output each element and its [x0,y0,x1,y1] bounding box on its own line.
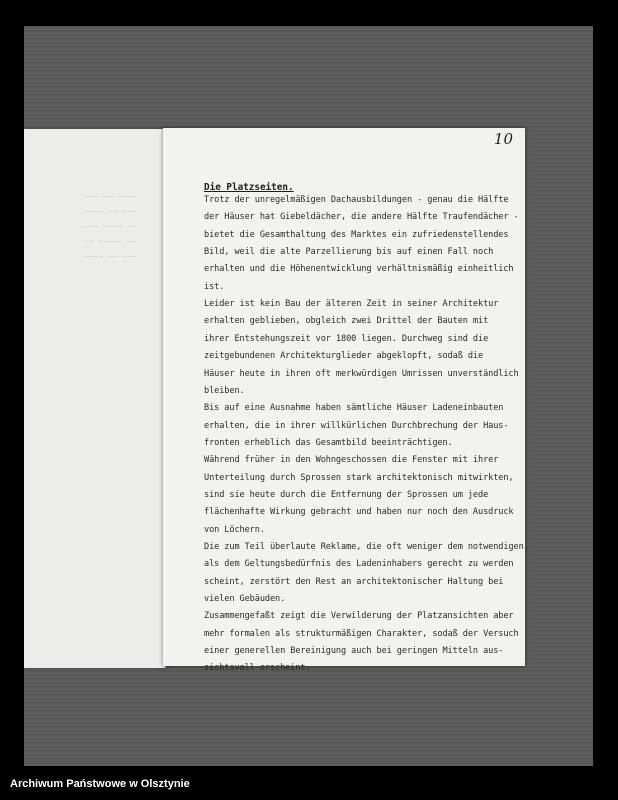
text-line: vielen Gebäuden. [204,594,286,605]
text-line: Häuser heute in ihren oft merkwürdigen Umrissen unverständlich [204,368,519,379]
text-line: erhalten und die Höhenentwicklung verhältnismäßig einheitlich [204,264,514,275]
text-line: erhalten, die in ihrer willkürlichen Durchbrechung der Haus- [204,420,509,431]
text-line: Unterteilung durch Sprossen stark architektonisch mitwirkten, [204,472,514,483]
text-line: als dem Geltungsbedürfnis des Ladeninhabers gerecht zu werden [204,559,514,570]
document-page [163,128,529,674]
text-line: ist. [204,281,225,292]
previous-page-edge [24,129,166,668]
text-line: Zusammengefaßt zeigt die Verwilderung der Platzansichten aber [204,611,514,622]
text-line: ihrer Entstehungszeit vor 1800 liegen. Durchweg sind die [204,333,489,344]
text-line: scheint, zerstört den Rest an architektonischer Haltung bei [204,576,504,587]
text-line: einer generellen Bereinigung auch bei geringen Mitteln aus- [204,646,504,657]
text-line: Bild, weil die alte Parzellierung bis auf einen Fall noch [204,247,494,258]
text-line: sind sie heute durch die Entfernung der Sprossen um jede [204,489,489,500]
text-line: flächenhafte Wirkung gebracht und haben nur noch den Ausdruck [204,507,514,518]
text-line: Bis auf eine Ausnahme haben sämtliche Häuser Ladeneinbauten [204,403,504,414]
text-line: zeitgebundenen Architekturglieder abgeklopft, sodaß die [204,351,484,362]
text-line: bietet die Gesamthaltung des Marktes ein zufriedenstellendes [204,229,509,240]
archive-footer-label: Archiwum Państwowe w Olsztynie [10,778,190,790]
bleed-through-text: ~~~ ~~ ~~~~ ~~~~ ~~ ~~~ ~~~ ~~~~ ~~ ~~ ~~~~~ ~~ ~~~~ ~~ ~~~ [84,192,137,261]
text-line: mehr formalen als strukturmäßigen Charakter, sodaß der Versuch [204,628,519,639]
text-line: von Löchern. [204,524,265,535]
text-line: erhalten geblieben, obgleich zwei Drittel der Bauten mit [204,316,489,327]
text-line: Die zum Teil überlaute Reklame, die oft weniger dem notwendigen, [204,542,529,552]
text-line: der Häuser hat Giebeldächer, die andere Hälfte Traufendächer - [204,212,519,223]
text-line: sichtsvoll erscheint. [204,663,311,674]
page-heading: Die Platzseiten. [204,182,294,193]
page-number: 10 [493,130,513,148]
text-line: fronten erheblich das Gesamtbild beeinträchtigen. [204,437,453,448]
text-line: Während früher in den Wohngeschossen die Fenster mit ihrer [204,455,499,466]
text-line: Leider ist kein Bau der älteren Zeit in seiner Architektur [204,299,499,310]
text-line: bleiben. [204,385,245,396]
text-line: Trotz der unregelmäßigen Dachausbildungen - genau die Hälfte [204,195,509,205]
